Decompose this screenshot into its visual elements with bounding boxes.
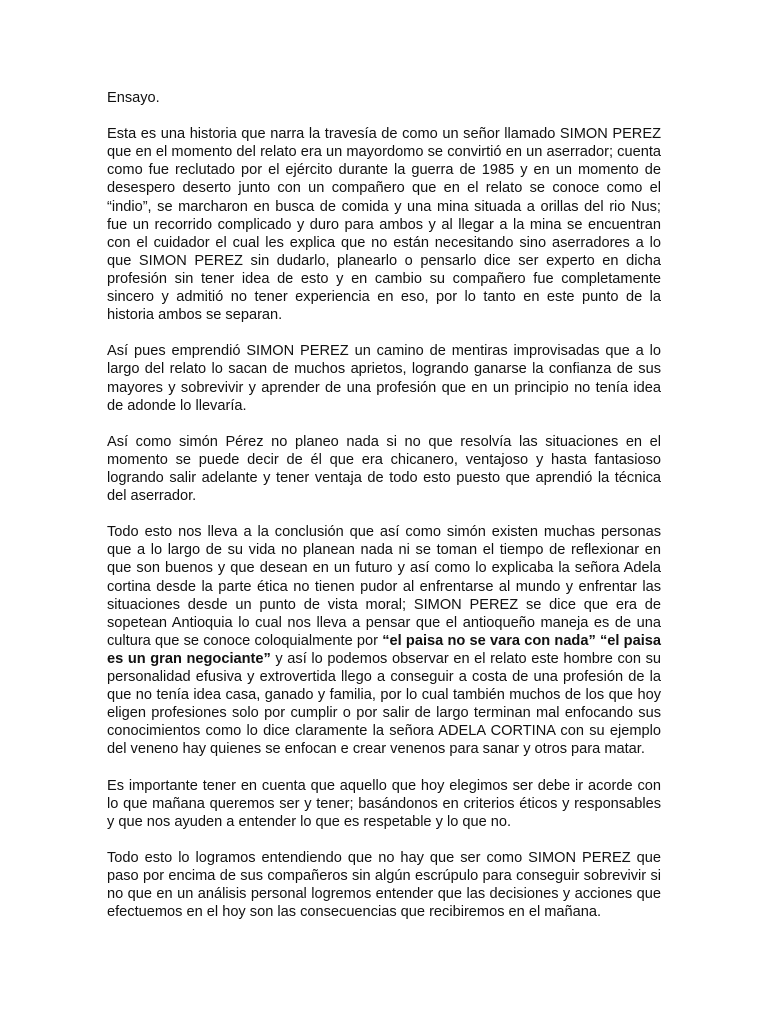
- document-page: [107, 89, 661, 939]
- paragraph-4-text-end: y así lo podemos observar en el relato este hombre con su personalidad efusiva y extrovertida llego a conseguir a costa de una profesión de la que no tenía idea casa, ganado y familia, por lo cual también muchos de los que hoy eligen profesiones solo por cumplir o por salir de largo terminan mal enfocando sus conocimientos como lo dice claramente la señora ADELA CORTINA con su ejemplo del veneno hay quienes se enfocan e crear venenos para sanar y otros para matar.: [107, 650, 661, 758]
- paragraph-4: [107, 523, 661, 758]
- paragraph-4-bold-quote: “el paisa no se vara con nada” “el paisa es un gran negociante”: [107, 632, 661, 667]
- paragraph-3: Así como simón Pérez no planeo nada si no que resolvía las situaciones en el momento se puede decir de él que era chicanero, ventajoso y hasta fantasioso logrando salir adelante y tener ventaja de todo esto puesto que aprendió la técnica del aserrador.: [107, 433, 661, 505]
- paragraph-1: Esta es una historia que narra la travesía de como un señor llamado SIMON PEREZ que en el momento del relato era un mayordomo se convirtió en un aserrador; cuenta como fue reclutado por el ejército durante la guerra de 1985 y en un momento de desespero deserto junto con un compañero que en el relato se conoce como el “indio”, se marcharon en busca de comida y una mina situada a orillas del rio Nus; fue un recorrido complicado y duro para ambos y al llegar a la mina se encuentran con el cuidador el cual les explica que no están necesitando sino aserradores a lo que SIMON PEREZ sin dudarlo, planearlo o pensarlo dice ser experto en dicha profesión sin tener idea de esto y en cambio su compañero fue completamente sincero y admitió no tener experiencia en eso, por lo tanto en este punto de la historia ambos se separan.: [107, 126, 661, 324]
- document-title: Ensayo.: [107, 90, 160, 106]
- paragraph-5: Es importante tener en cuenta que aquello que hoy elegimos ser debe ir acorde con lo que mañana queremos ser y tener; basándonos en criterios éticos y responsables y que nos ayuden a entender lo que es respetable y lo que no.: [107, 777, 661, 830]
- paragraph-2: Así pues emprendió SIMON PEREZ un camino de mentiras improvisadas que a lo largo del relato lo sacan de muchos aprietos, logrando ganarse la confianza de sus mayores y sobrevivir y aprender de una profesión que en un principio no tenía idea de adonde lo llevaría.: [107, 343, 661, 414]
- paragraph-4-text-start: Todo esto nos lleva a la conclusión que así como simón existen muchas personas que a lo largo de su vida no planean nada ni se toman el tiempo de reflexionar en que son buenos y que desean en un futuro y así como lo explicaba la señora Adela cortina desde la parte ética no tienen pudor al enfrentarse al mundo y enfrentar las situaciones desde un punto de vista moral; SIMON PEREZ se dice que era de sopetean Antioquia lo cual nos lleva a pensar que el antioqueño maneja es de una cultura que se conoce coloquialmente por: [107, 524, 661, 649]
- paragraph-6: Todo esto lo logramos entendiendo que no hay que ser como SIMON PEREZ que paso por encima de sus compañeros sin algún escrúpulo para conseguir sobrevivir si no que en un análisis personal logremos entender que las decisiones y acciones que efectuemos en el hoy son las consecuencias que recibiremos en el mañana.: [107, 849, 661, 921]
